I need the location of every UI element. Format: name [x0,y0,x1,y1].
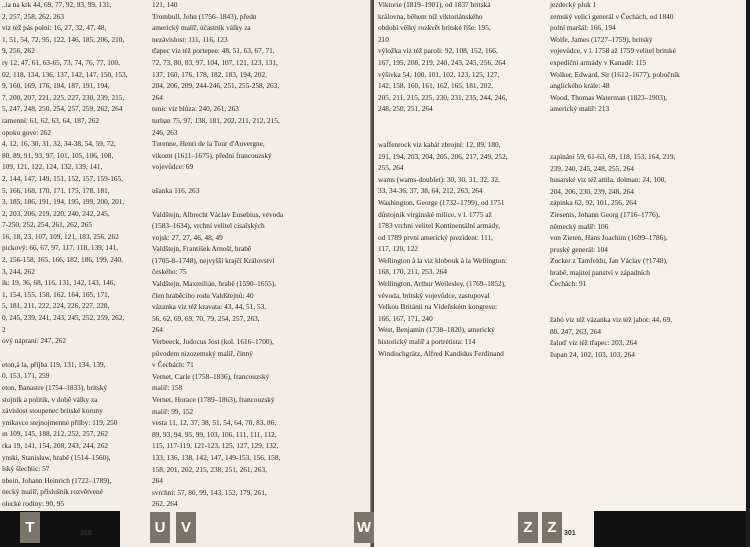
index-line: 2, 144, 147, 149, 151, 152, 157, 159-165, [2,173,124,183]
index-line: opoku gove: 262 [2,127,52,137]
index-line: 4, 12, 16, 30, 31, 32, 34-38, 54, 59, 72, [2,139,116,149]
index-line: českého: 75 [152,267,187,277]
index-line: 2, 257, 258, 262, 263 [2,11,65,21]
index-line: 3, 244, 262 [2,266,35,276]
index-line: vojevůdce: 69 [152,162,194,172]
index-line: 1, 154, 155, 158, 162, 164, 165, 171, [2,289,110,299]
index-line [2,348,152,360]
page-number-right: 301 [564,530,576,537]
index-line: Velkou Británii na Vídeňském kongresu: [378,302,498,312]
index-line: 1, 51, 54, 72, 95, 122, 146, 185, 206, 210, [2,34,125,44]
index-line: 9, 160, 169, 176, 184, 187, 191, 194, [2,81,110,91]
index-line: vojevůdce, v l. 1758 až 1759 velitel britské [550,46,676,56]
index-line: Wolker, Edward, Sir (1612–1677), pobočník [550,69,680,79]
index-line: 33, 34-36, 37, 38, 64, 212, 263, 264 [378,186,483,196]
index-line: hrabě, majitel panství v západních [550,267,650,277]
index-line [550,291,720,303]
index-line: vikomt (1611–1675), přední francouzský [152,150,272,160]
index-line: olecké rodiny: 90, 95 [2,498,65,508]
index-line: von Zieten, Hans Joachim (1699–1786), [550,233,668,243]
index-line: 121, 140 [152,0,178,9]
index-line: vesta 11, 12, 37, 38, 51, 54, 64, 70, 83, 86, [152,418,277,428]
index-line: svrchní: 57, 80, 99, 143, 152, 179, 261, [152,487,267,497]
index-line: Wolfe, James (1727–1759), britský [550,34,653,44]
index-line: 5, 181, 211, 222, 224, 226, 227, 228, [2,301,110,311]
index-line: ry 12, 47, 61, 63-65, 73, 74, 76, 77, 100, [2,57,120,67]
index-line: vojsk: 27, 27, 46, 48, 49 [152,232,223,242]
index-line: zápinka 62, 92, 101, 256, 264 [550,198,637,208]
index-line: výložka viz též paroli: 92, 108, 152, 166, [378,46,498,56]
index-line [550,128,720,140]
index-line [378,116,544,128]
index-line: žabó viz též vázanka viz též jabot: 44, 69, [550,315,672,325]
index-line: 2 [2,324,6,334]
index-line: Wood, Thomas Waterman (1823–1903), [550,92,668,102]
index-line: 80, 89, 91, 93, 97, 101, 105, 106, 108, [2,150,114,160]
index-line: turban 75, 97, 138, 181, 202, 211, 212, 215, [152,115,280,125]
index-line: 191, 194, 203, 204, 205, 206, 217, 249, 252, [378,151,508,161]
index-line: ..ia na krk 44, 69, 77, 92, 93, 99, 131, [2,0,112,9]
index-line: 2, 156-158, 165, 166, 182, 186, 199, 240, [2,255,124,265]
index-line: 0, 153, 171, 259 [2,371,50,381]
index-line: 117, 120, 122 [378,244,418,254]
index-line: Vernet, Horace (1789–1863), francouzský [152,395,275,404]
index-line: 115, 117-119, 121-123, 125, 127, 129, 132, [152,441,279,451]
index-line: 7-250, 252, 254, 261, 262, 265 [2,220,92,230]
index-line: malíř: 99, 152 [152,406,194,416]
index-line: 133, 136, 138, 142, 147, 149-153, 156, 158, [152,452,281,462]
index-column-1 [2,0,152,522]
index-line: 5, 247, 248, 250, 254, 257, 259, 262, 264 [2,104,123,114]
left-page [0,0,372,547]
index-line: nbein, Johann Heinrich (1722–1789), [2,475,112,485]
index-line: West, Benjamin (1738–1820), americký [378,325,495,335]
index-line: 210 [378,34,389,44]
index-line: 264 [152,325,163,335]
index-line: ynikavce stejnojmenné přilby: 119, 250 [2,417,118,427]
index-line: jezdecký pluk 1 [550,0,597,9]
index-line: německý malíř: 106 [550,221,609,231]
index-line: období vělký rozkvět britské říše: 195, [378,23,491,33]
index-line: 168, 170, 211, 253, 264 [378,267,448,277]
index-line: stojník a politik, v době války za [2,394,98,404]
index-line: Valdštejn, Albrecht Václav Eusebius, vévoda [152,209,284,219]
index-line: historický malíř a portrétista: 114 [378,337,476,347]
index-line: husarské viz též attila, dolman: 24, 100, [550,175,667,185]
index-line: 255, 264 [378,163,404,173]
letter-tab-z2: Z [542,512,562,543]
letter-tab-t: T [20,512,40,543]
index-line: třapec viz též portepee: 48, 51, 63, 67, 71, [152,46,275,56]
index-line: Ziesenis, Johann Georg (1716–1776), [550,209,660,219]
index-line: ramenní: 61, 62, 63, 64, 187, 262 [2,115,100,125]
index-line: člen hraběcího rodu Valdštejnů: 40 [152,290,254,300]
index-line: vázanka viz též kravata: 43, 44, 51, 53, [152,302,267,312]
index-line: Wellington à la viz klobouk à la Wellington: [378,255,507,265]
index-line: 72, 73, 80, 83, 97, 104, 107, 121, 123, 131, [152,57,278,67]
index-line: zemský velicí generál v Čechách, od 1840 [550,11,674,21]
index-line: od 1789 první americký prezident: 111, [378,232,493,242]
letter-tab-u: U [150,512,170,543]
index-line: vévoda, britský vojevůdce, zastupoval [378,290,490,300]
index-line: Wellington, Arthur Wellesley, (1769–1852), [378,279,506,289]
index-line: 80, 247, 263, 264 [550,326,602,336]
bottom-bar-right [594,511,746,547]
index-line: Valdštejn, Maxmilián, hrabě (1590–1655), [152,279,277,289]
index-line: 02, 118, 134, 136, 137, 142, 147, 150, 153, [2,69,128,79]
index-line: původem nizozemský malíř, činný [152,348,253,358]
index-line: ik: 19, 36, 68, 116, 131, 142, 143, 146, [2,278,116,288]
index-line: necký malíř, příslušník rozvětvené [2,487,103,497]
index-line: Čechách: 91 [550,279,587,289]
right-page [356,0,746,547]
index-line: 204, 206, 209, 244-246, 251, 255-258, 263, [152,81,280,91]
index-line: rka 19, 141, 154, 208, 243, 244, 262 [2,440,109,450]
index-line: americký malíř: 213 [550,104,610,114]
index-line: lský šlechtic: 57 [2,464,50,474]
index-line: Valdštejn, František Arnošt, hrabě [152,244,252,254]
index-line: královna, během níž viktoriánského [378,11,483,21]
index-line: zapínání 59, 61-63, 69, 118, 153, 164, 219, [550,151,676,161]
index-line: 109, 121, 122, 124, 132, 139, 141, [2,162,103,172]
index-line [378,128,544,140]
index-line: závislost stoupenec britské koruny [2,406,103,416]
index-line [152,198,318,210]
index-line: ın 109, 145, 188, 212, 252, 257, 262 [2,429,109,439]
index-line: v Čechách: 71 [152,360,194,370]
index-line: 248, 250, 251, 264 [378,104,433,114]
index-line: důstojník virgínské milice, v l. 1775 až [378,209,492,219]
index-line: americký malíř, účastník války za [152,23,251,33]
index-line: 264 [152,476,163,486]
index-line: 167, 195, 208, 219, 240, 243, 245, 256, 264 [378,57,506,67]
index-line: 56, 62, 69, 69, 70, 79, 254, 257, 263, [152,313,260,323]
index-line: (1583–1634), vrchní velitel císařských [152,221,265,231]
index-line: wams (wams-doublet): 30, 30, 31, 32, 32, [378,174,500,184]
index-line: polní maršál: 166, 194 [550,23,616,33]
index-column-3 [378,0,544,360]
index-column-2 [152,0,318,511]
page-number-left: 300 [80,530,92,537]
index-line: 204, 206, 230, 239, 248, 264 [550,186,634,196]
index-line: Windischgrätz, Alfred Kandidus Ferdinand [378,348,504,358]
index-line: 142, 158, 160, 161, 162, 165, 181, 202, [378,81,493,91]
index-line [152,174,318,186]
index-line: Washington, George (1732–1799), od 1751 [378,197,505,207]
index-line: 262, 264 [152,499,178,509]
index-line: 2, 203, 206, 219, 220, 240, 242, 245, [2,208,110,218]
index-line: Trombull, John (1756–1843), předn [152,11,257,21]
index-line: ynski, Stanisław, hrabě (1514–1560), [2,452,111,462]
letter-tab-w: W [354,512,374,543]
index-line: 158, 201, 202, 215, 238, 251, 261, 263, [152,464,267,474]
index-line: nezávislost: 111, 116, 123 [152,34,228,44]
index-line: 137, 160, 176, 178, 182, 183, 194, 202, [152,69,267,79]
index-line: 3, 185, 186, 191, 194, 195, 199, 200, 201, [2,197,125,207]
index-line: Zucker z Tamfeldu, Jan Václav (†1748), [550,256,668,266]
index-line: waffenrock viz kabát zbrojní: 12, 89, 180, [378,139,501,149]
index-line: výšivka 54, 100, 101, 102, 123, 125, 127, [378,69,500,79]
index-line: 1783 vrchní velitel Kontinentální armády, [378,221,501,231]
index-line: (1705-8–1748), nejvyšší krajčí Království [152,255,275,265]
index-line: ušanka 116, 263 [152,185,200,195]
index-line [550,116,720,128]
index-line: župan 24, 102, 103, 103, 264 [550,349,635,359]
index-line: eton,á la, příjba 119, 131, 134, 139, [2,359,106,369]
index-line: 239, 240, 245, 248, 255, 264 [550,163,634,173]
index-line: 89, 93, 94, 95, 99, 103, 106, 111, 111, 112, [152,429,277,439]
index-line: Verbeeck, Jodocus Jost (kol. 1616–1700), [152,337,274,347]
index-line [550,303,720,315]
index-line: malíř: 158 [152,383,183,393]
index-line: tunic viz blůza: 240, 261, 263 [152,104,239,114]
index-line: 0, 245, 239, 241, 243, 245, 252, 259, 262, [2,313,125,323]
index-line: ový nápraní: 247, 262 [2,336,67,346]
index-line: viz též pás polní: 16, 27, 32, 47, 48, [2,23,107,33]
index-line: 9, 256, 262 [2,46,35,56]
index-line: Viktorie (1819–1901), od 1837 britská [378,0,491,9]
index-line: eton, Banastre (1754–1833), britský [2,383,108,392]
bottom-bar-left [0,511,120,547]
index-line: Vernet, Carle (1758–1836), francouzský [152,371,270,381]
letter-tab-z1: Z [518,512,538,543]
index-line: expediční armády v Kanadě: 115 [550,57,647,67]
index-line: 5, 166, 168, 170, 171, 175, 178, 181, [2,185,110,195]
index-line: 264 [152,92,163,102]
index-line: 246, 263 [152,127,178,137]
index-line: žaluď viz též třapec: 203, 264 [550,338,637,348]
index-line: anglického krále: 48 [550,81,610,91]
index-line: Turenne, Henri de la Tour d'Auvergne, [152,139,265,149]
index-line: 7, 200, 207, 221, 225, 227, 230, 239, 215, [2,92,125,102]
index-line [550,140,720,152]
index-line: pruský generál: 104 [550,244,608,254]
letter-tab-v: V [176,512,196,543]
index-line: 166, 167, 171, 240 [378,313,433,323]
index-line: 16, 18, 23, 107, 109, 121, 183, 256, 262 [2,231,119,241]
index-line: 205, 211, 215, 225, 230, 231, 235, 244, 246, [378,92,508,102]
index-column-4 [550,0,720,361]
index-line: pickový: 66, 67, 97, 117, 118, 139, 141, [2,243,119,253]
